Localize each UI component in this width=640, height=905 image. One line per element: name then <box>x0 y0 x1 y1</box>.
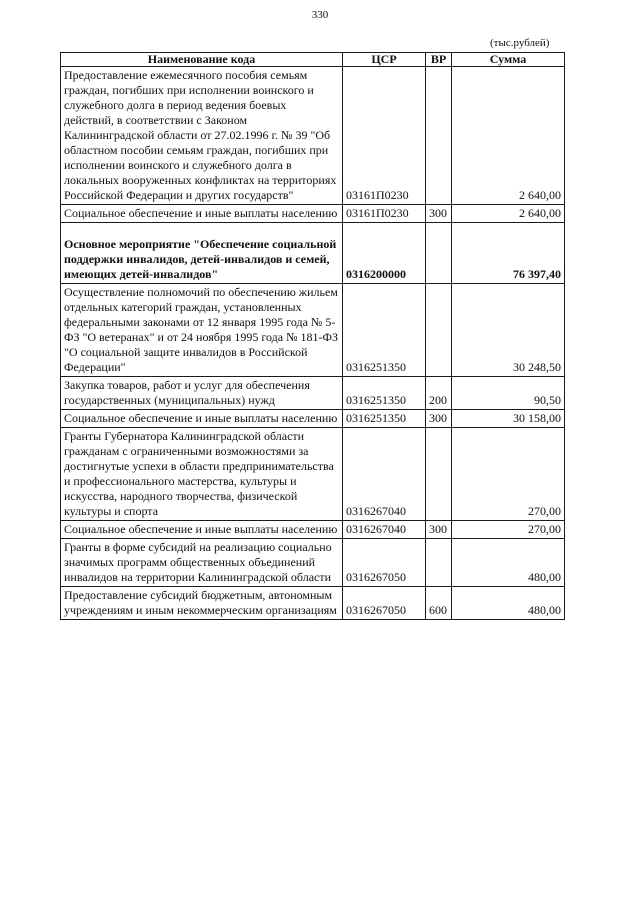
row-sum: 2 640,00 <box>452 67 565 205</box>
row-name: Социальное обеспечение и иные выплаты населению <box>61 410 343 428</box>
row-sum: 480,00 <box>452 539 565 587</box>
row-csr: 0316251350 <box>343 377 426 410</box>
row-name: Гранты в форме субсидий на реализацию социально значимых программ общественных объединений инвалидов на территории Калининградской области <box>61 539 343 587</box>
row-sum: 76 397,40 <box>452 223 565 284</box>
row-name: Социальное обеспечение и иные выплаты населению <box>61 521 343 539</box>
row-vr: 200 <box>426 377 452 410</box>
table-row <box>61 205 565 223</box>
row-sum: 270,00 <box>452 428 565 521</box>
row-name: Закупка товаров, работ и услуг для обеспечения государственных (муниципальных) нужд <box>61 377 343 410</box>
row-sum: 30 248,50 <box>452 284 565 377</box>
row-vr: 300 <box>426 410 452 428</box>
row-vr: 600 <box>426 587 452 620</box>
table-body <box>61 67 565 620</box>
table-row <box>61 67 565 205</box>
row-vr <box>426 67 452 205</box>
table-row <box>61 284 565 377</box>
row-csr: 0316267050 <box>343 539 426 587</box>
row-csr: 0316267040 <box>343 521 426 539</box>
page-number: 330 <box>311 9 329 21</box>
row-name: Гранты Губернатора Калининградской области гражданам с ограниченными возможностями за достигнутые успехи в области предпринимательства и профессионального мастерства, культуры и искусства, народного творчества, физической культуры и спорта <box>61 428 343 521</box>
table-row <box>61 521 565 539</box>
row-sum: 90,50 <box>452 377 565 410</box>
row-name: Основное мероприятие "Обеспечение социальной поддержки инвалидов, детей-инвалидов и семей, имеющих детей-инвалидов" <box>61 223 343 284</box>
row-vr <box>426 223 452 284</box>
header-csr: ЦСР <box>343 53 426 67</box>
table-row <box>61 587 565 620</box>
row-csr: 0316251350 <box>343 284 426 377</box>
header-sum: Сумма <box>452 53 565 67</box>
row-vr: 300 <box>426 205 452 223</box>
table-row <box>61 410 565 428</box>
row-sum: 2 640,00 <box>452 205 565 223</box>
row-vr <box>426 539 452 587</box>
table-row <box>61 377 565 410</box>
row-csr: 03161П0230 <box>343 205 426 223</box>
row-csr: 0316200000 <box>343 223 426 284</box>
row-name: Предоставление ежемесячного пособия семьям граждан, погибших при исполнении воинского и служебного долга в период ведения боевых действий, в соответствии с Законом Калининградской области от 27.02.1996 г. № 39 "Об областном пособии семьям граждан, погибших при исполнении воинского и служебного долга в локальных вооруженных конфликтах на территориях Российской Федерации и других государств" <box>61 67 343 205</box>
table-row-section <box>61 223 565 284</box>
budget-table <box>60 52 565 620</box>
row-name: Предоставление субсидий бюджетным, автономным учреждениям и иным некоммерческим организациям <box>61 587 343 620</box>
table-row <box>61 428 565 521</box>
row-sum: 480,00 <box>452 587 565 620</box>
table-row <box>61 539 565 587</box>
row-csr: 0316251350 <box>343 410 426 428</box>
row-vr <box>426 284 452 377</box>
row-csr: 0316267050 <box>343 587 426 620</box>
units-label: (тыс.рублей) <box>490 37 550 49</box>
row-csr: 0316267040 <box>343 428 426 521</box>
row-name: Социальное обеспечение и иные выплаты населению <box>61 205 343 223</box>
row-sum: 30 158,00 <box>452 410 565 428</box>
row-vr: 300 <box>426 521 452 539</box>
header-name: Наименование кода <box>61 53 343 67</box>
row-csr: 03161П0230 <box>343 67 426 205</box>
table-header-row <box>61 53 565 67</box>
row-vr <box>426 428 452 521</box>
row-sum: 270,00 <box>452 521 565 539</box>
header-vr: ВР <box>426 53 452 67</box>
row-name: Осуществление полномочий по обеспечению жильем отдельных категорий граждан, установленных федеральными законами от 12 января 1995 года № 5-ФЗ "О ветеранах" и от 24 ноября 1995 года № 181-ФЗ "О социальной защите инвалидов в Российской Федерации" <box>61 284 343 377</box>
